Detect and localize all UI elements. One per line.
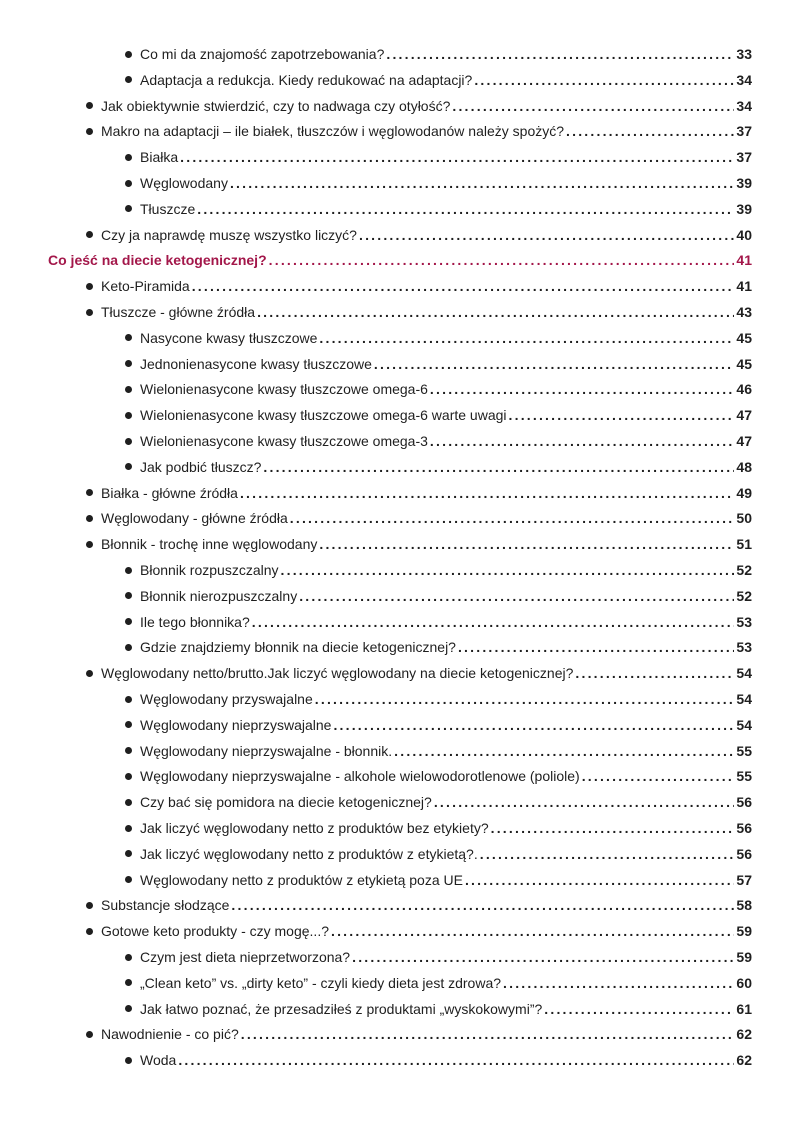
toc-entry-title: Ile tego błonnika? (140, 613, 250, 630)
dot-leader (281, 560, 735, 580)
toc-entry-title: Jednonienasycone kwasy tłuszczowe (140, 355, 372, 372)
toc-entry-title: Tłuszcze (140, 200, 196, 217)
toc-entry[interactable] (125, 379, 752, 399)
dot-leader (230, 173, 734, 193)
bullet-icon (86, 283, 93, 290)
toc-entry-page-number: 55 (736, 742, 752, 759)
toc-entry-page-number: 55 (736, 768, 752, 785)
toc-entry-title: Węglowodany (140, 175, 228, 191)
toc-entry[interactable] (125, 199, 752, 219)
toc-entry-page-number: 52 (736, 562, 752, 578)
dot-leader (566, 121, 734, 141)
toc-entry-title: Tłuszcze - główne źródła (101, 304, 256, 320)
toc-entry[interactable] (125, 405, 752, 425)
toc-entry-page-number: 61 (736, 1000, 752, 1017)
dot-leader (374, 354, 735, 374)
toc-entry[interactable] (125, 44, 752, 64)
toc-entry[interactable] (125, 818, 752, 838)
toc-entry-title: Substancje słodzące (101, 897, 230, 914)
toc-entry-title: Jak podbić tłuszcz? (140, 458, 262, 475)
toc-entry-title: Wielonienasycone kwasy tłuszczowe omega-6 (140, 381, 428, 398)
dot-leader (231, 895, 734, 915)
toc-entry-title: Wielonienasycone kwasy tłuszczowe omega-6 warte uwagi (140, 407, 507, 424)
toc-entry[interactable] (86, 483, 752, 503)
toc-entry-title: Węglowodany nieprzyswajalne - błonnik. (140, 742, 393, 759)
bullet-icon (125, 773, 132, 780)
toc-entry-page-number: 56 (736, 845, 752, 862)
dot-leader (352, 947, 734, 967)
dot-leader (319, 328, 734, 348)
dot-leader (241, 1024, 735, 1044)
toc-entry-page-number: 43 (736, 304, 752, 320)
bullet-icon (86, 102, 93, 109)
toc-entry-title: Co mi da znajomość zapotrzebowania? (140, 46, 385, 62)
toc-entry-page-number: 56 (736, 820, 752, 836)
bullet-icon (125, 51, 132, 58)
bullet-icon (86, 515, 93, 522)
toc-entry-title: Keto-Piramida (101, 278, 190, 295)
bullet-icon (125, 696, 132, 703)
dot-leader (452, 96, 734, 116)
toc-entry-title: Jak liczyć węglowodany netto z produktów z etykietą?. (140, 845, 478, 862)
toc-entry-title: Błonnik rozpuszczalny (140, 562, 279, 578)
toc-entry-page-number: 37 (736, 123, 752, 140)
toc-entry-page-number: 53 (736, 639, 752, 656)
bullet-icon (125, 644, 132, 651)
toc-entry[interactable] (125, 70, 752, 90)
dot-leader (544, 999, 734, 1019)
toc-entry[interactable] (125, 741, 752, 761)
toc-entry[interactable] (125, 457, 752, 477)
bullet-icon (125, 618, 132, 625)
toc-entry-page-number: 39 (736, 200, 752, 217)
toc-entry-title: Węglowodany netto z produktów z etykietą poza UE (140, 871, 463, 888)
dot-leader (509, 405, 735, 425)
toc-entry[interactable] (125, 354, 752, 374)
toc-entry-page-number: 54 (736, 716, 752, 733)
dot-leader (386, 44, 734, 64)
toc-entry-title: Czy ja naprawdę muszę wszystko liczyć? (101, 226, 357, 243)
bullet-icon (125, 438, 132, 445)
dot-leader (299, 586, 734, 606)
bullet-icon (125, 721, 132, 728)
toc-chapter-entry[interactable] (48, 250, 752, 270)
bullet-icon (125, 1005, 132, 1012)
toc-entry[interactable] (125, 431, 752, 451)
dot-leader (319, 534, 734, 554)
toc-entry-title: Co jeść na diecie ketogenicznej? (48, 252, 267, 269)
bullet-icon (125, 180, 132, 187)
bullet-icon (125, 825, 132, 832)
bullet-icon (125, 799, 132, 806)
bullet-icon (125, 850, 132, 857)
toc-entry-page-number: 41 (736, 252, 752, 269)
toc-entry[interactable] (86, 302, 752, 322)
toc-entry-page-number: 48 (736, 458, 752, 475)
toc-entry-title: Gotowe keto produkty - czy mogę...? (101, 923, 329, 940)
toc-entry-page-number: 33 (736, 46, 752, 62)
toc-entry[interactable] (125, 173, 752, 193)
toc-entry-title: Węglowodany - główne źródła (101, 510, 288, 527)
bullet-icon (125, 154, 132, 161)
toc-entry-page-number: 46 (736, 381, 752, 398)
bullet-icon (125, 979, 132, 986)
toc-entry-page-number: 34 (736, 97, 752, 114)
toc-entry-page-number: 62 (736, 1026, 752, 1043)
dot-leader (333, 715, 734, 735)
bullet-icon (125, 592, 132, 599)
toc-entry-page-number: 60 (736, 974, 752, 991)
toc-entry-page-number: 52 (736, 587, 752, 604)
toc-entry[interactable] (125, 973, 752, 993)
bullet-icon (125, 360, 132, 367)
dot-leader (465, 870, 734, 890)
dot-leader (458, 637, 734, 657)
toc-entry-page-number: 49 (736, 484, 752, 501)
bullet-icon (125, 463, 132, 470)
toc-entry[interactable] (125, 637, 752, 657)
dot-leader (480, 844, 735, 864)
dot-leader (394, 741, 734, 761)
toc-entry[interactable] (125, 586, 752, 606)
toc-entry-title: Czy bać się pomidora na diecie ketogenicznej? (140, 794, 432, 811)
bullet-icon (125, 954, 132, 961)
toc-entry-title: Błonnik nierozpuszczalny (140, 587, 298, 604)
bullet-icon (125, 412, 132, 419)
toc-entry-page-number: 51 (736, 536, 752, 553)
dot-leader (269, 250, 735, 270)
dot-leader (434, 792, 735, 812)
dot-leader (180, 147, 734, 167)
dot-leader (359, 225, 734, 245)
bullet-icon (125, 876, 132, 883)
toc-entry[interactable] (125, 844, 752, 864)
bullet-icon (86, 902, 93, 909)
dot-leader (430, 379, 735, 399)
dot-leader (178, 1050, 734, 1070)
dot-leader (582, 766, 735, 786)
dot-leader (331, 921, 734, 941)
bullet-icon (86, 489, 93, 496)
toc-entry[interactable] (86, 1024, 752, 1044)
toc-entry[interactable] (125, 612, 752, 632)
toc-entry[interactable] (86, 225, 752, 245)
bullet-icon (86, 541, 93, 548)
toc-entry[interactable] (125, 328, 752, 348)
toc-entry-page-number: 53 (736, 613, 752, 630)
toc-entry-page-number: 45 (736, 329, 752, 346)
toc-entry[interactable] (125, 870, 752, 890)
bullet-icon (86, 309, 93, 316)
toc-entry-title: Węglowodany netto/brutto.Jak liczyć węglowodany na diecie ketogenicznej? (101, 665, 574, 682)
toc-entry-page-number: 54 (736, 691, 752, 707)
dot-leader (575, 663, 734, 683)
bullet-icon (86, 128, 93, 135)
dot-leader (430, 431, 735, 451)
dot-leader (503, 973, 734, 993)
bullet-icon (86, 670, 93, 677)
bullet-icon (125, 76, 132, 83)
toc-entry-page-number: 50 (736, 510, 752, 527)
toc-entry-title: Nasycone kwasy tłuszczowe (140, 329, 318, 346)
bullet-icon (125, 334, 132, 341)
toc-entry-title: Nawodnienie - co pić? (101, 1026, 239, 1043)
toc-entry[interactable] (86, 96, 752, 116)
toc-entry-title: Wielonienasycone kwasy tłuszczowe omega-3 (140, 433, 428, 449)
toc-entry-page-number: 39 (736, 175, 752, 191)
toc-entry-page-number: 59 (736, 923, 752, 940)
toc-entry[interactable] (125, 766, 752, 786)
toc-entry[interactable] (125, 715, 752, 735)
bullet-icon (86, 231, 93, 238)
bullet-icon (125, 205, 132, 212)
toc-entry[interactable] (125, 1050, 752, 1070)
toc-entry-title: Makro na adaptacji – ile białek, tłuszczów i węglowodanów należy spożyć? (101, 123, 565, 140)
toc-entry[interactable] (125, 792, 752, 812)
toc-entry-title: Jak liczyć węglowodany netto z produktów bez etykiety? (140, 820, 489, 836)
toc-entry[interactable] (125, 147, 752, 167)
toc-entry[interactable] (86, 663, 752, 683)
toc-entry-page-number: 54 (736, 665, 752, 682)
toc-entry-page-number: 57 (736, 871, 752, 888)
toc-entry[interactable] (86, 276, 752, 296)
toc-entry-title: Czym jest dieta nieprzetworzona? (140, 949, 351, 965)
toc-entry-page-number: 34 (736, 71, 752, 88)
dot-leader (252, 612, 735, 632)
toc-entry-page-number: 45 (736, 355, 752, 372)
toc-entry-page-number: 40 (736, 226, 752, 243)
toc-entry[interactable] (125, 947, 752, 967)
toc-entry[interactable] (86, 534, 752, 554)
bullet-icon (125, 567, 132, 574)
dot-leader (315, 689, 735, 709)
toc-entry-title: Jak obiektywnie stwierdzić, czy to nadwaga czy otyłość? (101, 97, 451, 114)
toc-entry-page-number: 58 (736, 897, 752, 914)
bullet-icon (125, 1057, 132, 1064)
bullet-icon (125, 747, 132, 754)
dot-leader (491, 818, 735, 838)
toc-entry-page-number: 47 (736, 433, 752, 449)
toc-entry-page-number: 62 (736, 1052, 752, 1069)
toc-entry-title: Węglowodany nieprzyswajalne - alkohole wielowodorotlenowe (poliole) (140, 768, 580, 785)
bullet-icon (86, 1031, 93, 1038)
dot-leader (257, 302, 734, 322)
dot-leader (192, 276, 735, 296)
dot-leader (290, 508, 735, 528)
toc-entry-page-number: 41 (736, 278, 752, 295)
toc-entry[interactable] (86, 895, 752, 915)
toc-entry-title: Adaptacja a redukcja. Kiedy redukować na adaptacji? (140, 71, 473, 88)
toc-entry-title: Białka (140, 149, 179, 166)
toc-entry[interactable] (86, 921, 752, 941)
toc-entry[interactable] (125, 689, 752, 709)
toc-entry-title: Błonnik - trochę inne węglowodany (101, 536, 318, 553)
bullet-icon (125, 386, 132, 393)
toc-entry-page-number: 47 (736, 407, 752, 424)
toc-entry[interactable] (125, 999, 752, 1019)
toc-entry-title: Gdzie znajdziemy błonnik na diecie ketogenicznej? (140, 639, 456, 656)
toc-entry-page-number: 37 (736, 149, 752, 166)
dot-leader (474, 70, 734, 90)
toc-entry-title: Węglowodany nieprzyswajalne (140, 716, 332, 733)
toc-entry-title: Jak łatwo poznać, że przesadziłeś z produktami „wyskokowymi”? (140, 1000, 543, 1017)
toc-entry-page-number: 59 (736, 949, 752, 965)
toc-entry-title: Woda (140, 1052, 177, 1069)
toc-entry-title: Węglowodany przyswajalne (140, 691, 313, 707)
dot-leader (263, 457, 734, 477)
dot-leader (240, 483, 734, 503)
toc-entry[interactable] (86, 508, 752, 528)
dot-leader (197, 199, 734, 219)
toc-entry[interactable] (125, 560, 752, 580)
bullet-icon (86, 928, 93, 935)
toc-entry[interactable] (86, 121, 752, 141)
toc-entry-title: „Clean keto” vs. „dirty keto” - czyli kiedy dieta jest zdrowa? (140, 974, 502, 991)
toc-entry-page-number: 56 (736, 794, 752, 811)
toc-entry-title: Białka - główne źródła (101, 484, 238, 501)
